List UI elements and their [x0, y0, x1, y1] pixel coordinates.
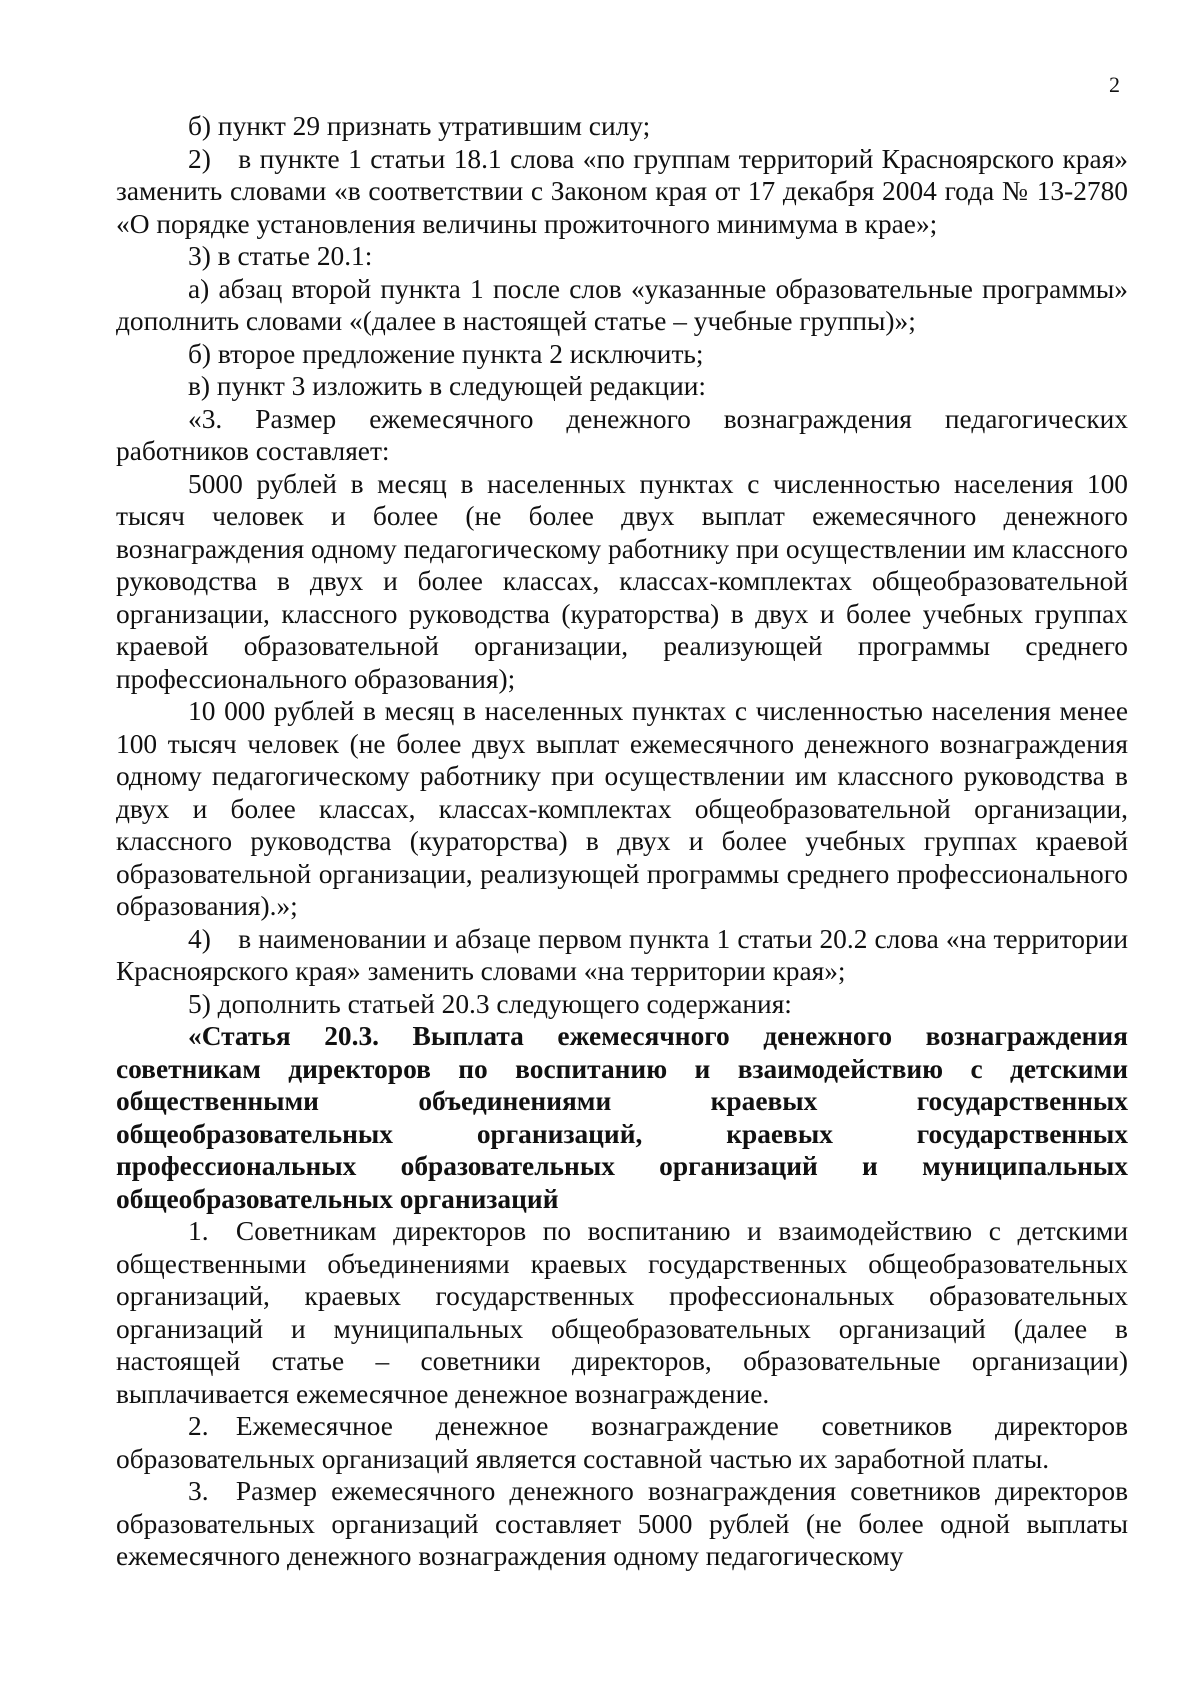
paragraph-clause-3-article-20-1: 3) в статье 20.1: — [188, 241, 373, 271]
article-20-3-heading: «Статья 20.3. Выплата ежемесячного денежного вознаграждения советникам директоров по воспитанию и взаимодействию с детскими общественными объединениями краевых государственных общеобразовательных организаций, краевых государственных профессиональных образовательных организаций и муниципальных общеобразовательных организаций — [116, 1021, 1128, 1214]
page-number: 2 — [1109, 72, 1120, 97]
paragraph-item-v: в) пункт 3 изложить в следующей редакции: — [188, 371, 707, 401]
paragraph-clause-2-article-18-1: 2) в пункте 1 статьи 18.1 слова «по группам территорий Красноярского края» заменить словами «в соответствии с Законом края от 17 декабря 2004 года № 13-2780 «О порядке установления величины прожиточного минимума в крае»; — [116, 143, 1128, 239]
paragraph-item-b-clause-29: б) пункт 29 признать утратившим силу; — [188, 111, 651, 141]
paragraph-article-20-3-point-1: 1. Советникам директоров по воспитанию и взаимодействию с детскими общественными объединениями краевых государственных общеобразовательных организаций, краевых государственных профессиональных образовательных организаций и муниципальных общеобразовательных организаций (далее в настоящей статье – советники директоров, образовательные организации) выплачивается ежемесячное денежное вознаграждение. — [116, 1216, 1128, 1409]
paragraph-clause-5-article-20-3: 5) дополнить статьей 20.3 следующего содержания: — [188, 988, 792, 1019]
paragraph-article-20-3-point-2: 2. Ежемесячное денежное вознаграждение советников директоров образовательных организаций является составной частью их заработной платы. — [116, 1411, 1128, 1474]
paragraph-article-20-3-point-3: 3. Размер ежемесячного денежного вознаграждения советников директоров образовательных организаций составляет 5000 рублей (не более одной выплаты ежемесячного денежного вознаграждения одному педагогическому — [116, 1476, 1128, 1571]
paragraph-point-3-amount: «3. Размер ежемесячного денежного вознаграждения педагогических работников составляет: — [116, 403, 1128, 466]
paragraph-item-b: б) второе предложение пункта 2 исключить; — [188, 338, 704, 369]
paragraph-10000-rubles: 10 000 рублей в месяц в населенных пунктах с численностью населения менее 100 тысяч человек (не более двух выплат ежемесячного денежного вознаграждения одному педагогическому работнику при осуществлении им классного руководства в двух и более классах, классах-комплектах общеобразовательной организации, классного руководства (кураторства) в двух и более учебных группах краевой образовательной организации, реализующей программы среднего профессионального образования).»; — [116, 696, 1128, 921]
paragraph-clause-4-article-20-2: 4) в наименовании и абзаце первом пункта 1 статьи 20.2 слова «на территории Красноярского края» заменить словами «на территории края»; — [116, 923, 1128, 986]
document-body — [116, 110, 1128, 1573]
paragraph-5000-rubles: 5000 рублей в месяц в населенных пунктах с численностью населения 100 тысяч человек и более (не более двух выплат ежемесячного денежного вознаграждения одному педагогическому работнику при осуществлении им классного руководства в двух и более классах, классах-комплектах общеобразовательной организации, классного руководства (кураторства) в двух и более учебных группах краевой образовательной организации, реализующей программы среднего профессионального образования); — [116, 468, 1128, 694]
paragraph-item-a: а) абзац второй пункта 1 после слов «указанные образовательные программы» дополнить словами «(далее в настоящей статье – учебные группы)»; — [116, 273, 1128, 336]
